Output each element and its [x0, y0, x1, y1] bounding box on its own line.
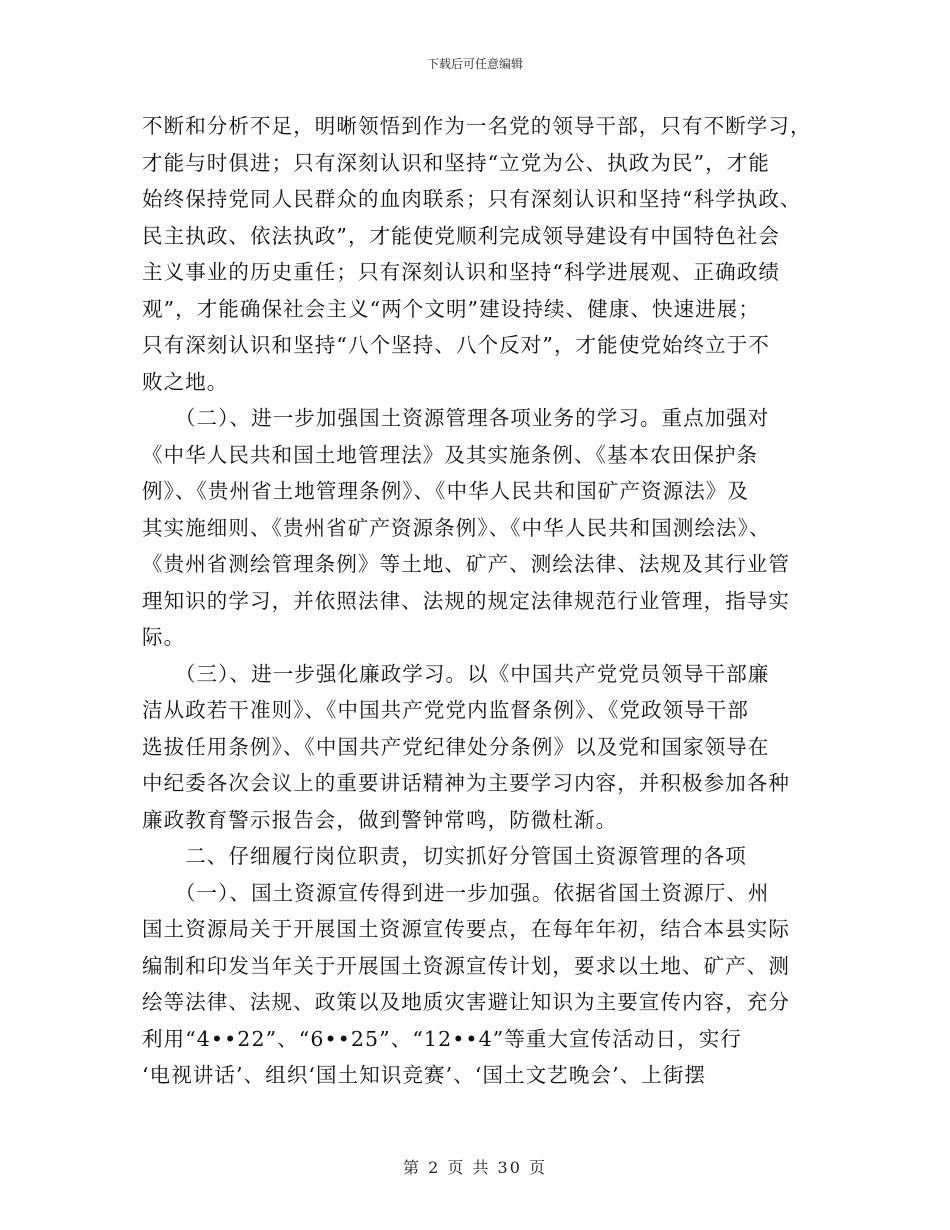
text-line: 不断和分析不足，明晰领悟到作为一名党的领导干部，只有不断学习，	[142, 114, 812, 138]
text-line: 理知识的学习，并依照法律、法规的规定法律规范行业管理，指导实	[142, 588, 790, 613]
text-line: 例》、《贵州省土地管理条例》、《中华人民共和国矿产资源法》及	[142, 479, 749, 503]
page-footer: 第 2 页 共 30 页	[403, 1158, 547, 1177]
text-line: 观”，才能确保社会主义“两个文明”建设持续、健康、快速进展；	[142, 296, 760, 321]
text-line: 国土资源局关于开展国土资源宣传要点，在每年年初，结合本县实际	[142, 917, 790, 941]
text-line: 际。	[142, 625, 186, 649]
text-line: 《中华人民共和国土地管理法》及其实施条例、《基本农田保护条	[142, 442, 759, 467]
text-line: 《贵州省测绘管理条例》等土地、矿产、测绘法律、法规及其行业管	[142, 552, 790, 576]
text-line: 其实施细则、《贵州省矿产资源条例》、《中华人民共和国测绘法》、	[142, 515, 771, 540]
text-line: 编制和印发当年关于开展国土资源宣传计划，要求以土地、矿产、测	[142, 953, 790, 978]
text-line: 民主执政、依法执政”，才能使党顺利完成领导建设有中国特色社会	[142, 223, 780, 248]
text-line: ‘电视讲话’、组织‘国土知识竞赛’、‘国土文艺晚会’、上街摆	[142, 1063, 707, 1087]
text-line: 利用“4••22”、“6••25”、“12••4”等重大宣传活动日，实行	[142, 1026, 742, 1051]
text-line: 选拔任用条例》、《中国共产党纪律处分条例》以及党和国家领导在	[142, 734, 770, 759]
document-body	[142, 108, 812, 1094]
text-line: 才能与时俱进；只有深刻认识和坚持“立党为公、执政为民”，才能	[142, 150, 770, 175]
text-line: 始终保持党同人民群众的血肉联系；只有深刻认识和坚持“科学执政、	[142, 187, 802, 211]
page-header: 下载后可任意编辑	[426, 57, 523, 71]
text-line: 廉政教育警示报告会，做到警钟常鸣，防微杜渐。	[142, 807, 618, 832]
text-line: 主义事业的历史重任；只有深刻认识和坚持“科学进展观、正确政绩	[142, 260, 780, 284]
text-line: 洁从政若干准则》、《中国共产党党内监督条例》、《党政领导干部	[142, 698, 749, 722]
text-line: （三）、进一步强化廉政学习。以《中国共产党党员领导干部廉	[142, 661, 770, 686]
text-line: 绘等法律、法规、政策以及地质灾害避让知识为主要宣传内容，充分	[142, 990, 790, 1014]
text-line: 二、仔细履行岗位职责，切实抓好分管国土资源管理的各项	[142, 844, 747, 868]
text-line: （一）、国土资源宣传得到进一步加强。依据省国土资源厅、州	[142, 880, 770, 905]
text-line: 败之地。	[142, 369, 229, 394]
text-line: （二）、进一步加强国土资源管理各项业务的学习。重点加强对	[142, 406, 770, 430]
text-line: 只有深刻认识和坚持“八个坚持、八个反对”，才能使党始终立于不	[142, 333, 770, 357]
text-line: 中纪委各次会议上的重要讲话精神为主要学习内容，并积极参加各种	[142, 771, 790, 795]
